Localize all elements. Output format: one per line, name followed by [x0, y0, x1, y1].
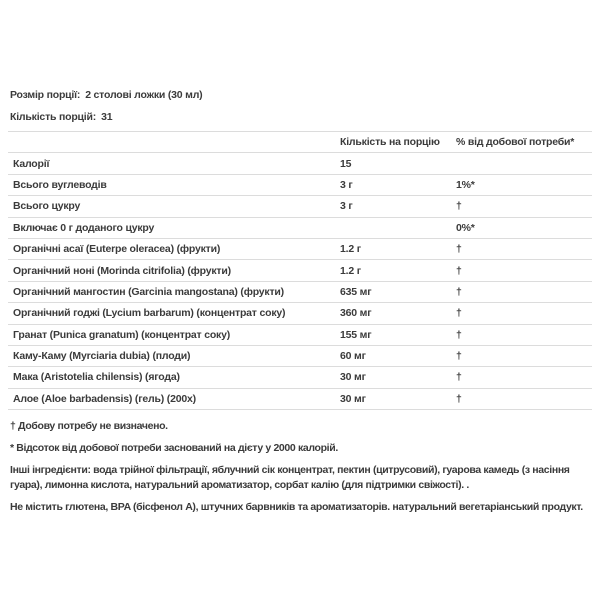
amount-cell: 3 г	[340, 200, 353, 213]
nutrient-name-cell: Органічний годжі (Lycium barbarum) (концентрат соку)	[13, 307, 286, 320]
other-ingredients-text: Інші інгредієнти: вода трійної фільтрації, яблучний сік концентрат, пектин (цитрусовий), гуарова камедь (з насіння гуара), лимонна кислота, натуральний ароматизатор, сорбат калію (для підтримки свіжості). .	[10, 464, 570, 492]
table-header-row	[8, 132, 592, 153]
nutrient-name-cell: Всього вуглеводів	[13, 178, 107, 191]
serving-size-label: Розмір порції:	[10, 89, 81, 101]
table-row	[8, 325, 592, 346]
table-row	[8, 346, 592, 367]
servings-label: Кількість порцій:	[10, 111, 97, 123]
daily-value-cell: †	[456, 200, 462, 213]
amount-cell: 1.2 г	[340, 264, 361, 277]
amount-cell: 155 мг	[340, 328, 372, 341]
nutrient-name-cell: Органічний мангостин (Garcinia mangostana) (фрукти)	[13, 285, 284, 298]
free-from-text: Не містить глютена, BPA (бісфенол А), штучних барвників та ароматизаторів. натуральний вегетаріанський продукт.	[10, 501, 583, 514]
amount-cell: 60 мг	[340, 350, 366, 363]
serving-size-line	[8, 88, 592, 102]
daily-value-cell: †	[456, 328, 462, 341]
table-row	[8, 239, 592, 260]
servings-value: 31	[101, 111, 113, 123]
table-row	[8, 389, 592, 410]
table-row	[8, 218, 592, 239]
servings-per-container-line	[8, 110, 592, 124]
footnote-daily-value-not-established: † Добову потребу не визначено.	[10, 420, 168, 433]
nutrient-name-cell: Алое (Aloe barbadensis) (гель) (200x)	[13, 392, 196, 405]
nutrient-name-cell: Органічні асаї (Euterpe oleracea) (фрукти)	[13, 243, 221, 256]
serving-size-value: 2 столові ложки (30 мл)	[85, 89, 203, 101]
table-row	[8, 153, 592, 174]
amount-cell: 635 мг	[340, 285, 372, 298]
daily-value-cell: 0%*	[456, 221, 475, 234]
table-row	[8, 196, 592, 217]
amount-cell: 30 мг	[340, 392, 366, 405]
nutrient-name-cell: Включає 0 г доданого цукру	[13, 221, 155, 234]
nutrient-name-cell: Мака (Aristotelia chilensis) (ягода)	[13, 371, 180, 384]
nutrient-name-cell: Калорії	[13, 157, 50, 170]
amount-cell: 30 мг	[340, 371, 366, 384]
table-row	[8, 367, 592, 388]
daily-value-cell: †	[456, 371, 462, 384]
column-header-amount: Кількість на порцію	[340, 136, 440, 149]
daily-value-cell: †	[456, 307, 462, 320]
amount-cell: 1.2 г	[340, 243, 361, 256]
table-row	[8, 260, 592, 281]
footnotes-section	[8, 419, 592, 515]
daily-value-cell: †	[456, 350, 462, 363]
table-row	[8, 175, 592, 196]
nutrient-name-cell: Всього цукру	[13, 200, 81, 213]
nutrient-name-cell: Гранат (Punica granatum) (концентрат соку)	[13, 328, 231, 341]
daily-value-cell: †	[456, 243, 462, 256]
daily-value-cell: †	[456, 392, 462, 405]
nutrition-table-body	[8, 153, 592, 410]
nutrient-name-cell: Органічний ноні (Morinda citrifolia) (фрукти)	[13, 264, 231, 277]
amount-cell: 3 г	[340, 178, 353, 191]
table-row	[8, 282, 592, 303]
table-row	[8, 303, 592, 324]
amount-cell: 360 мг	[340, 307, 372, 320]
footnote-percent-daily-value: * Відсоток від добової потреби заснований на дієту у 2000 калорій.	[10, 442, 338, 455]
daily-value-cell: †	[456, 264, 462, 277]
daily-value-cell: 1%*	[456, 178, 475, 191]
amount-cell: 15	[340, 157, 352, 170]
nutrition-table	[8, 131, 592, 410]
daily-value-cell: †	[456, 285, 462, 298]
nutrient-name-cell: Каму-Каму (Myrciaria dubia) (плоди)	[13, 350, 191, 363]
column-header-daily-value: % від добової потреби*	[456, 136, 575, 149]
